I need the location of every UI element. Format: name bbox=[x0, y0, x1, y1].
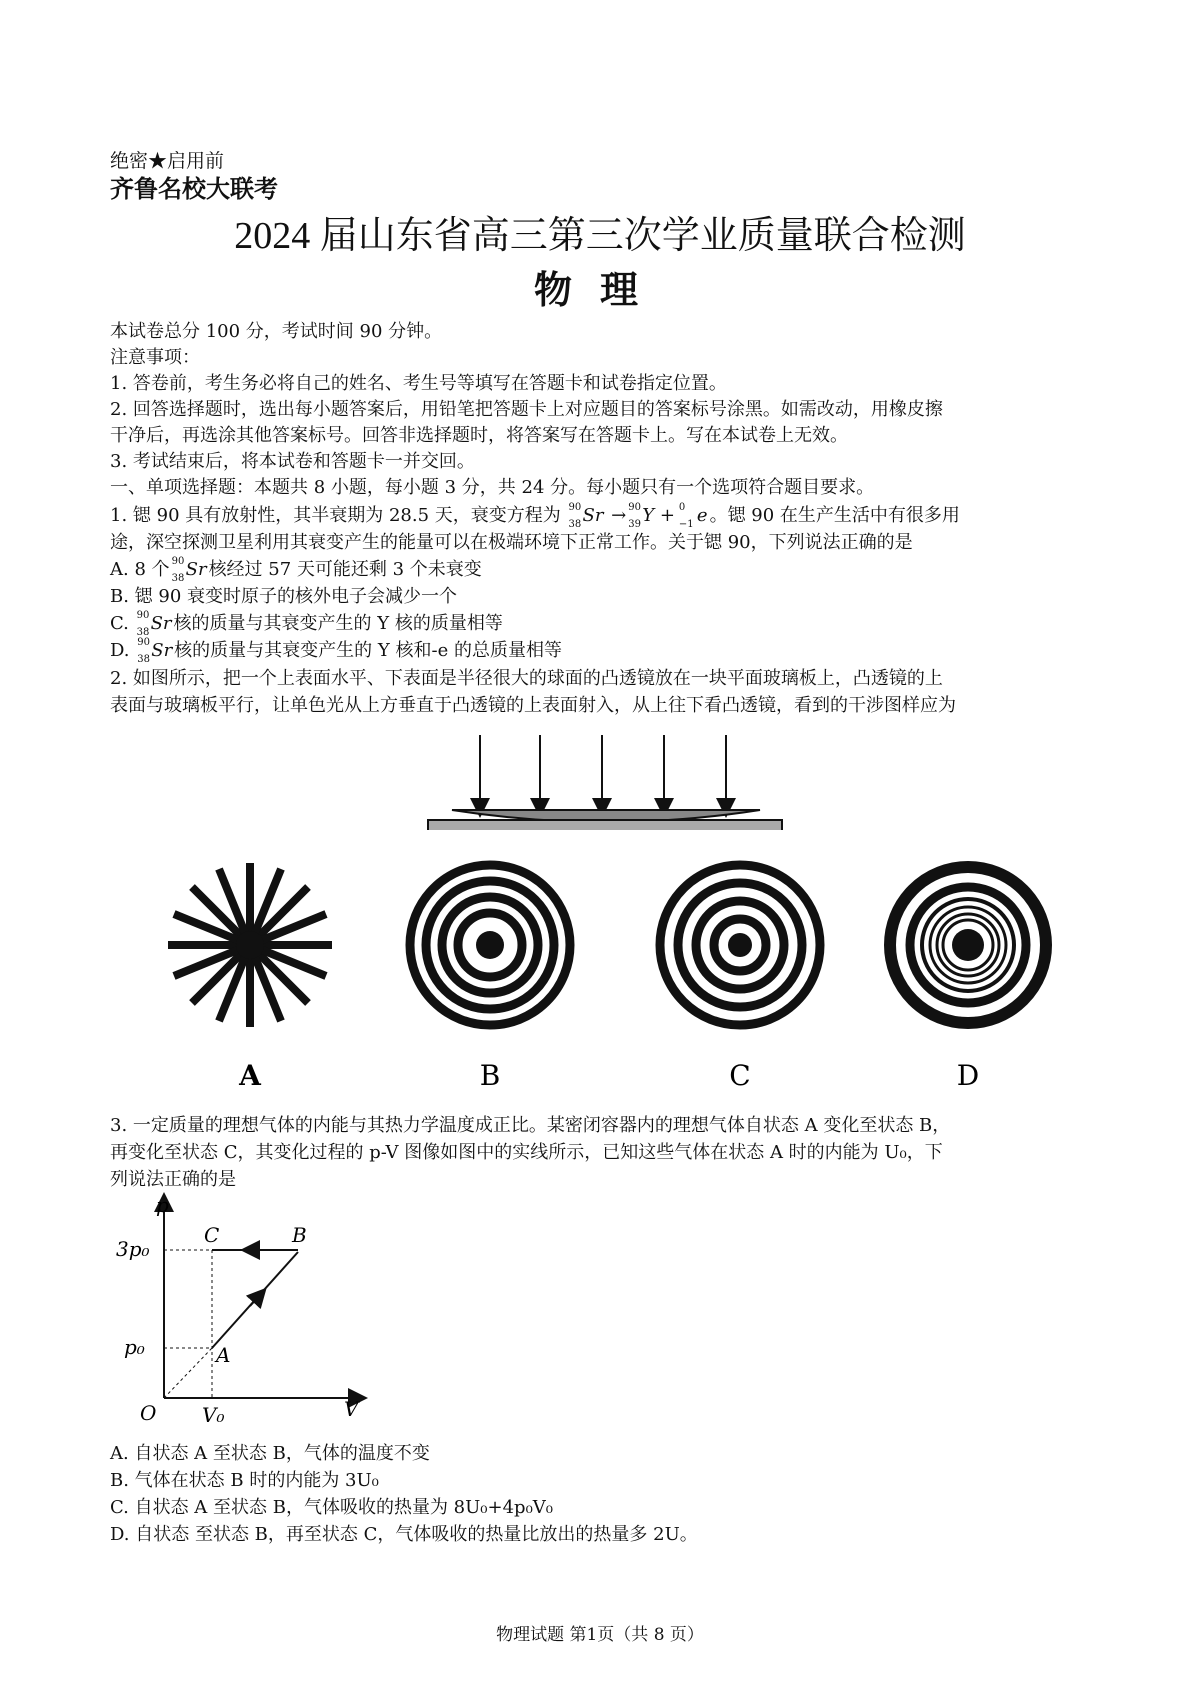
arrow: → bbox=[605, 505, 627, 526]
interference-options-figure bbox=[0, 845, 1200, 1095]
sr-z: 38 bbox=[137, 654, 150, 665]
q1-option-a-text: 核经过 57 天可能还剩 3 个未衰变 bbox=[208, 559, 482, 580]
nuclide-y bbox=[628, 502, 675, 529]
y-mass: 90 bbox=[628, 502, 641, 513]
origin-label: O bbox=[140, 1401, 157, 1425]
nuclide-sr bbox=[568, 502, 603, 529]
sr-symbol: Sr bbox=[185, 559, 207, 580]
point-c-label: C bbox=[204, 1223, 220, 1247]
q1-option-a bbox=[110, 556, 1100, 583]
sr-z: 38 bbox=[171, 573, 185, 584]
pattern-a bbox=[168, 863, 332, 1027]
arrow-a-b bbox=[250, 1295, 260, 1306]
q1-stem-line2: 途，深空探测卫星利用其衰变产生的能量可以在极端环境下正常工作。关于锶 90，下列说法正确的是 bbox=[110, 532, 913, 553]
sr-mass: 90 bbox=[171, 556, 185, 567]
point-a-label: A bbox=[216, 1343, 231, 1367]
q1-option-c bbox=[110, 610, 1100, 637]
v-axis-label: V bbox=[344, 1397, 359, 1421]
q1-text-b: 。锶 90 在生产生活中有很多用 bbox=[709, 505, 960, 526]
q1-stem-line1 bbox=[110, 502, 1100, 529]
tick-p0: p₀ bbox=[124, 1335, 145, 1359]
sr-mass: 90 bbox=[136, 610, 150, 621]
e-mass: 0 bbox=[678, 502, 686, 513]
pattern-c bbox=[660, 865, 820, 1025]
glass-plate bbox=[428, 820, 782, 830]
section-heading: 一、单项选择题：本题共 8 小题，每小题 3 分，共 24 分。每小题只有一个选项符合题目要求。 bbox=[110, 477, 875, 498]
notice-title: 注意事项： bbox=[110, 347, 200, 368]
q3-option-b: B. 气体在状态 B 时的内能为 3U₀ bbox=[110, 1470, 379, 1491]
sr-mass: 90 bbox=[568, 502, 582, 513]
option-label-c: C bbox=[729, 1059, 751, 1092]
pv-graph bbox=[100, 1190, 400, 1435]
q3-stem-line2: 再变化至状态 C，其变化过程的 p-V 图像如图中的实线所示，已知这些气体在状态 A 时的内能为 U₀，下 bbox=[110, 1142, 943, 1163]
nuclide-sr bbox=[172, 556, 207, 583]
y-symbol: Y + bbox=[642, 505, 675, 526]
sr-symbol: Sr bbox=[150, 613, 172, 634]
e-symbol: e bbox=[696, 505, 708, 526]
notice-item-2a: 2. 回答选择题时，选出每小题答案后，用铅笔把答题卡上对应题目的答案标号涂黑。如需改动，用橡皮擦 bbox=[110, 399, 943, 420]
p-axis-label: p bbox=[156, 1193, 169, 1217]
q1-option-b: B. 锶 90 衰变时原子的核外电子会减少一个 bbox=[110, 586, 458, 607]
league-name: 齐鲁名校大联考 bbox=[110, 175, 278, 203]
sr-z: 38 bbox=[568, 519, 582, 530]
q3-option-a: A. 自状态 A 至状态 B，气体的温度不变 bbox=[110, 1443, 430, 1464]
q3-stem-line3: 列说法正确的是 bbox=[110, 1169, 236, 1190]
notice-item-2b: 干净后，再选涂其他答案标号。回答非选择题时，将答案写在答题卡上。写在本试卷上无效。 bbox=[110, 425, 848, 446]
q1-option-c-prefix: C. bbox=[110, 613, 135, 634]
option-label-d: D bbox=[956, 1059, 980, 1092]
q3-option-c: C. 自状态 A 至状态 B，气体吸收的热量为 8U₀+4p₀V₀ bbox=[110, 1497, 554, 1518]
page-footer: 物理试题 第1页（共 8 页） bbox=[496, 1625, 704, 1645]
pattern-b bbox=[410, 865, 570, 1025]
pattern-d bbox=[890, 867, 1046, 1023]
sr-z: 38 bbox=[136, 627, 150, 638]
q2-stem-line1: 2. 如图所示，把一个上表面水平、下表面是半径很大的球面的凸透镜放在一块平面玻璃板上，凸透镜的上 bbox=[110, 668, 943, 689]
q1-option-d-prefix: D. bbox=[110, 640, 136, 661]
y-z: 39 bbox=[628, 519, 641, 530]
option-label-b: B bbox=[479, 1059, 501, 1092]
tick-3p0: 3p₀ bbox=[116, 1237, 150, 1261]
q3-stem-line1: 3. 一定质量的理想气体的内能与其热力学温度成正比。某密闭容器内的理想气体自状态 A 变化至状态 B， bbox=[110, 1115, 951, 1136]
score-info: 本试卷总分 100 分，考试时间 90 分钟。 bbox=[110, 321, 443, 342]
sr-symbol: Sr bbox=[582, 505, 604, 526]
notice-item-1: 1. 答卷前，考生务必将自己的姓名、考生号等填写在答题卡和试卷指定位置。 bbox=[110, 373, 727, 394]
lens-setup-figure bbox=[0, 730, 1200, 830]
tick-v0: V₀ bbox=[202, 1403, 225, 1427]
nuclide-sr bbox=[137, 637, 172, 664]
nuclide-e bbox=[679, 502, 708, 529]
sr-symbol: Sr bbox=[151, 640, 173, 661]
q1-option-c-text: 核的质量与其衰变产生的 Y 核的质量相等 bbox=[173, 613, 503, 634]
q1-text-a: 1. 锶 90 具有放射性，其半衰期为 28.5 天，衰变方程为 bbox=[110, 505, 567, 526]
option-label-a: A bbox=[239, 1059, 261, 1092]
exam-title: 2024 届山东省高三第三次学业质量联合检测 bbox=[234, 215, 966, 257]
subject-title: 物理 bbox=[533, 268, 666, 312]
dash-origin-a bbox=[164, 1348, 212, 1398]
q1-option-a-prefix: A. 8 个 bbox=[110, 559, 170, 580]
point-b-label: B bbox=[292, 1223, 307, 1247]
e-z: −1 bbox=[678, 519, 694, 530]
light-arrows bbox=[480, 735, 726, 808]
q1-option-d-text: 核的质量与其衰变产生的 Y 核和-e 的总质量相等 bbox=[174, 640, 562, 661]
q2-stem-line2: 表面与玻璃板平行，让单色光从上方垂直于凸透镜的上表面射入，从上往下看凸透镜，看到的干涉图样应为 bbox=[110, 695, 956, 716]
notice-item-3: 3. 考试结束后，将本试卷和答题卡一并交回。 bbox=[110, 451, 475, 472]
sr-mass: 90 bbox=[137, 637, 150, 648]
confidential-label: 绝密★启用前 bbox=[110, 150, 225, 172]
q3-option-d: D. 自状态 至状态 B，再至状态 C，气体吸收的热量比放出的热量多 2U。 bbox=[110, 1524, 698, 1545]
q1-option-d bbox=[110, 637, 1100, 664]
